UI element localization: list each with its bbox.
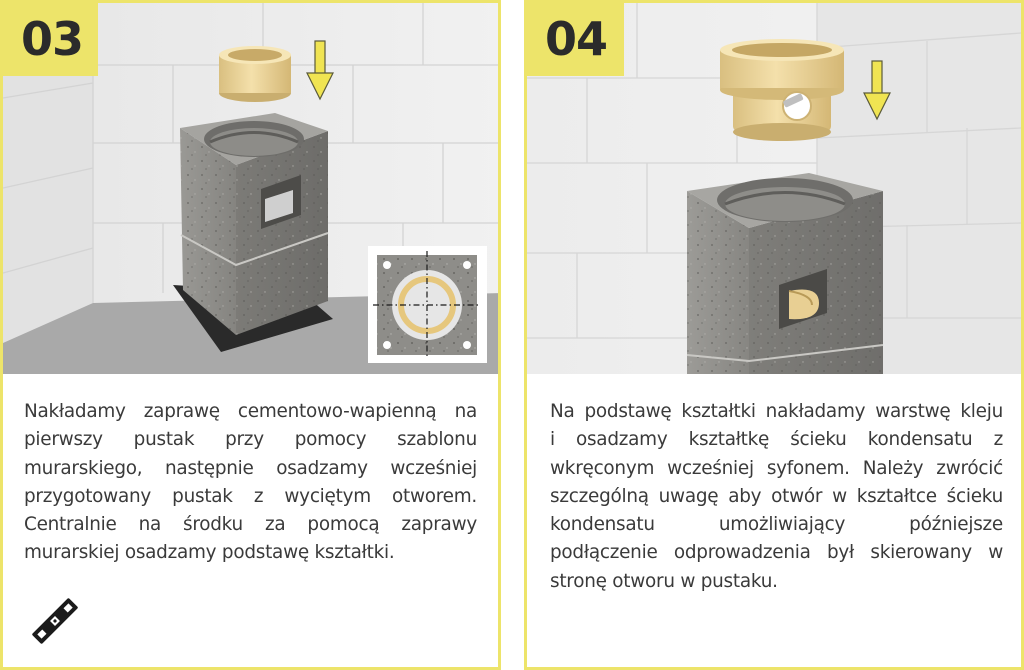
step-description xyxy=(24,398,477,568)
step-panel-04 xyxy=(524,0,1024,670)
description-line: przygotowany pustak z wyciętym otworem. xyxy=(24,485,477,507)
description-line: Centralnie na środku za pomocą zaprawy xyxy=(24,514,477,536)
description-line: wkręconym wcześniej syfonem. Należy zwrócić xyxy=(550,457,1003,479)
description-line: podłączenie odprowadzenia był skierowany w xyxy=(550,542,1003,564)
spirit-level-icon xyxy=(27,593,83,649)
ceramic-ring-part xyxy=(219,46,291,102)
description-line: Nakładamy zaprawę cementowo-wapienną na xyxy=(24,401,477,422)
condensate-fitting-part xyxy=(720,39,844,141)
description-line: murarskiej osadzamy podstawę kształtki. xyxy=(24,542,395,564)
template-inset xyxy=(368,246,487,363)
description-line: kondensatu umożliwiający późniejsze xyxy=(550,514,1003,536)
description-line: stronę otworu w pustaku. xyxy=(550,570,778,592)
step-number-badge: 03 xyxy=(3,3,98,76)
description-line: szczególną uwagę aby otwór w kształtce ścieku xyxy=(550,485,1003,507)
description-line: i osadzamy kształtkę ścieku kondensatu z xyxy=(550,429,1003,451)
description-line: pierwszy pustak przy pomocy szablonu xyxy=(24,429,477,451)
step-description xyxy=(550,398,1003,596)
description-line: Na podstawę kształtki nakładamy warstwę kleju xyxy=(550,401,1003,422)
step-number-badge: 04 xyxy=(527,3,624,76)
illustration-step-04 xyxy=(527,3,1021,374)
step-panel-03 xyxy=(0,0,501,670)
illustration-step-03 xyxy=(3,3,498,374)
description-line: murarskiego, następnie osadzamy wcześniej xyxy=(24,457,477,479)
